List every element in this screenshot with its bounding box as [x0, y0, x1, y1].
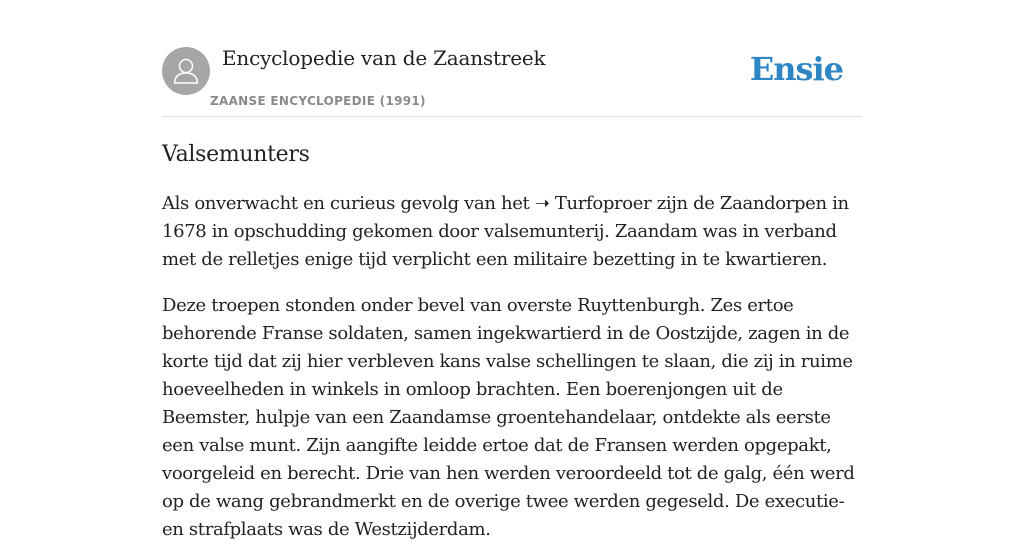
source-header — [162, 46, 862, 117]
article-title: Valsemunters — [162, 142, 310, 167]
ensie-logo[interactable]: Ensie — [749, 50, 843, 88]
article — [162, 138, 862, 544]
paragraph-2: Deze troepen stonden onder bevel van overste Ruyttenburgh. Zes ertoe behorende Franse soldaten, samen ingekwartierd in de Oostzijde, zagen in de korte tijd dat zij hier verbleven kans valse schellingen te slaan, die zij in ruime hoeveelheden in winkels in omloop brachten. Een boerenjongen uit de Beemster, hulpje van een Zaandamse groentehandelaar, ontdekte als eerste een valse munt. Zijn aangifte leidde ertoe dat de Fransen werden opgepakt, voorgeleid en berecht. Drie van hen werden veroordeeld tot de galg, één werd op de wang gebrandmerkt en de overige twee werden gegeseld. De executie- en strafplaats was de Westzijderdam. — [162, 295, 855, 540]
paragraph-1-text-start: Als onverwacht en curieus gevolg van het — [162, 193, 535, 214]
turfoproer-link[interactable]: ➝ Turfoproer — [534, 193, 652, 214]
source-title[interactable]: Encyclopedie van de Zaanstreek — [222, 46, 546, 70]
source-subtitle[interactable]: ZAANSE ENCYCLOPEDIE (1991) — [210, 94, 426, 108]
paragraph-1-text-end: zijn de Zaandorpen in 1678 in opschudding gekomen door valsemunterij. Zaandam was in verband met de relletjes enige tijd verplicht een militaire bezetting in te kwartieren. — [162, 193, 849, 270]
paragraph-1 — [162, 190, 862, 274]
user-icon[interactable] — [162, 47, 210, 95]
